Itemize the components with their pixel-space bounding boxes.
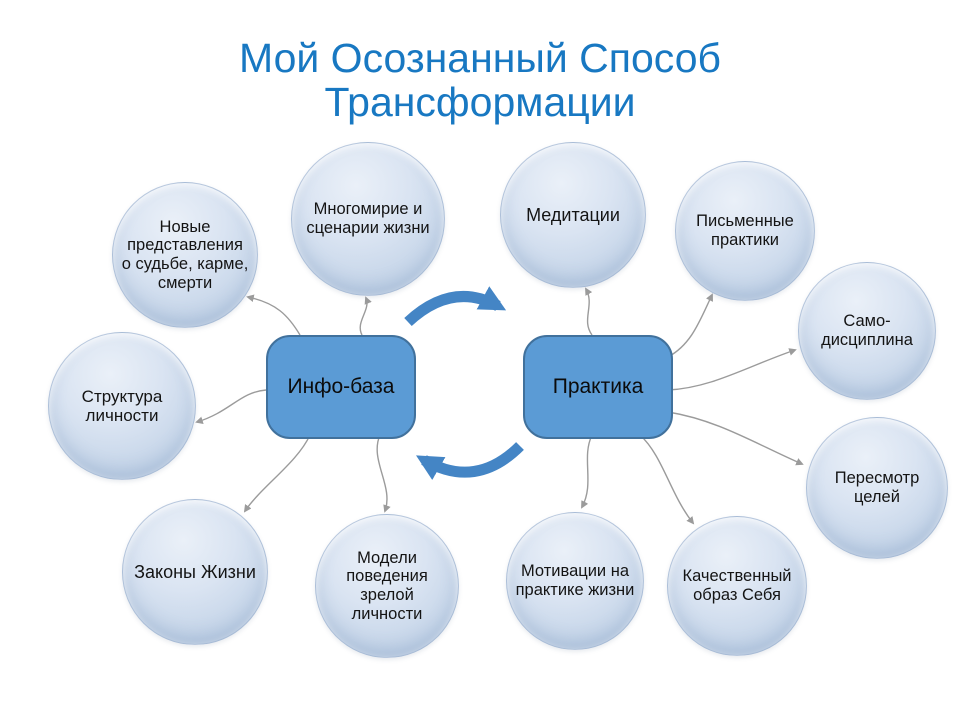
center-box-praktika[interactable]	[523, 335, 673, 439]
bubble-label: Само-дисциплина	[821, 312, 913, 349]
connector-info-to-struktura	[197, 390, 266, 422]
bubble-label: Многомирие и сценарии жизни	[306, 200, 430, 237]
bubble-novye-predstavleniya[interactable]	[112, 182, 258, 328]
bubble-label: Новые представления о судьбе, карме, смерти	[121, 217, 249, 292]
bubble-meditacii[interactable]	[500, 142, 646, 288]
center-box-infobaza[interactable]	[266, 335, 416, 439]
connector-praktika-to-pismennye	[668, 295, 712, 357]
connector-praktika-to-motivacii	[582, 435, 592, 507]
cycle-arrow-bottom	[424, 446, 520, 472]
bubble-label: Пересмотр целей	[834, 469, 920, 506]
bubble-label: Мотивации на практике жизни	[515, 562, 635, 599]
bubble-motivacii[interactable]	[506, 512, 644, 650]
slide-title-line1: Мой Осознанный Способ	[238, 35, 722, 81]
bubble-peresmotr-celei[interactable]	[806, 417, 948, 559]
bubble-struktura-lichnosti[interactable]	[48, 332, 196, 480]
bubble-label: Модели поведения зрелой личности	[346, 548, 428, 623]
bubble-kachestvennyi-obraz[interactable]	[667, 516, 807, 656]
bubble-zakony-zhizni[interactable]	[122, 499, 268, 645]
connector-info-to-novye	[248, 297, 300, 335]
bubble-pismennye-praktiki[interactable]	[675, 161, 815, 301]
connector-info-to-modeli	[377, 435, 387, 511]
bubble-label: Медитации	[526, 204, 620, 225]
connector-info-to-zakony	[245, 435, 310, 511]
connector-info-to-mnogomirie	[360, 298, 367, 335]
bubble-modeli-povedeniya[interactable]	[315, 514, 459, 658]
bubble-mnogomirie[interactable]	[291, 142, 445, 296]
bubble-label: Качественный образ Себя	[682, 567, 792, 604]
connector-praktika-to-peresmotr	[668, 412, 802, 464]
connector-praktika-to-samodisciplina	[668, 350, 795, 390]
bubble-samodisciplina[interactable]	[798, 262, 936, 400]
slide-title-line2: Трансформации	[324, 79, 636, 126]
center-box-label: Инфо-база	[287, 375, 395, 398]
bubble-label: Структура личности	[81, 386, 163, 425]
bubble-label: Законы Жизни	[134, 561, 256, 582]
cycle-arrow-top	[408, 297, 498, 322]
connector-praktika-to-kachestvennyi	[640, 435, 693, 523]
connector-praktika-to-meditacii	[586, 289, 592, 335]
bubble-label: Письменные практики	[696, 212, 794, 249]
center-box-label: Практика	[552, 375, 644, 398]
